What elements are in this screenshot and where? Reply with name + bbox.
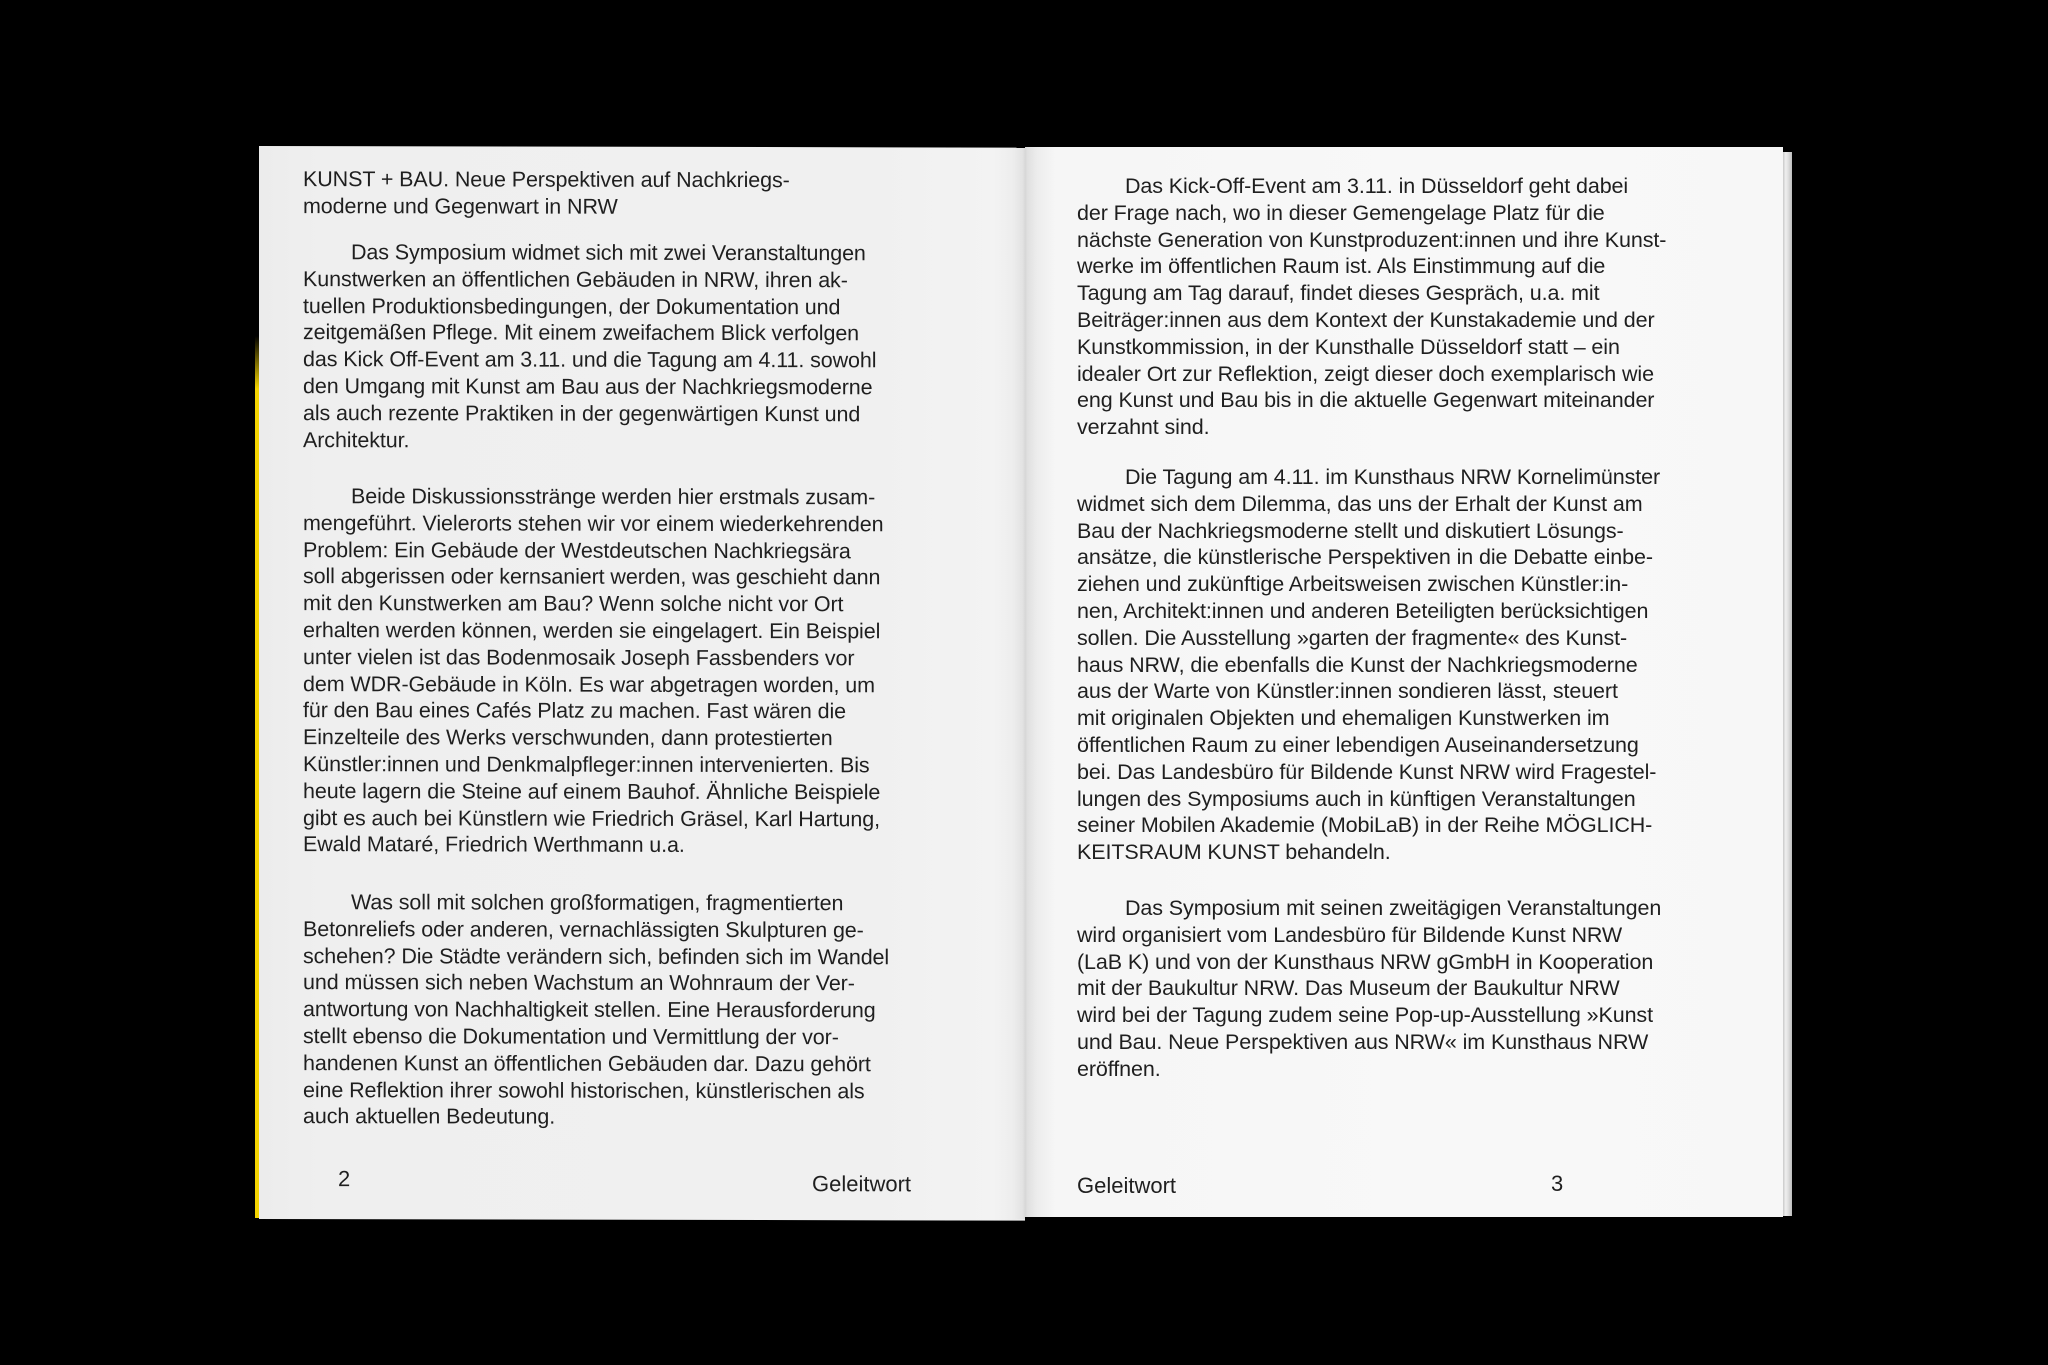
text-line: antwortung von Nachhaltigkeit stellen. Eine Herausforderung bbox=[303, 997, 876, 1023]
text-line: Beide Diskussionsstränge werden hier erstmals zusam- bbox=[351, 484, 876, 510]
paragraph-6 bbox=[1077, 895, 1717, 1083]
text-line: mengeführt. Vielerorts stehen wir vor einem wiederkehrenden bbox=[303, 510, 884, 537]
running-title: Geleitwort bbox=[1077, 1173, 1177, 1198]
paragraph-5 bbox=[1077, 464, 1717, 866]
text-line: öffentlichen Raum zu einer lebendigen Auseinandersetzung bbox=[1077, 732, 1639, 757]
text-line: Architektur. bbox=[303, 427, 410, 452]
page-number: 3 bbox=[1551, 1171, 1564, 1196]
heading-line: KUNST + BAU. Neue Perspektiven auf Nachkriegs- bbox=[303, 167, 790, 193]
text-line: seiner Mobilen Akademie (MobiLaB) in der Reihe MÖGLICH- bbox=[1077, 813, 1653, 838]
text-line: ziehen und zukünftige Arbeitsweisen zwischen Künstler:in- bbox=[1077, 572, 1629, 597]
text-line: Künstler:innen und Denkmalpfleger:innen intervenierten. Bis bbox=[303, 752, 870, 778]
text-line: heute lagern die Steine auf einem Bauhof. Ähnliche Beispiele bbox=[303, 778, 881, 805]
text-line: Betonreliefs oder anderen, vernachlässigten Skulpturen ge- bbox=[303, 916, 864, 943]
text-line: wird bei der Tagung zudem seine Pop-up-Ausstellung »Kunst bbox=[1077, 1003, 1653, 1028]
text-line: Einzelteile des Werks verschwunden, dann protestierten bbox=[303, 725, 833, 751]
text-line: haus NRW, die ebenfalls die Kunst der Nachkriegsmoderne bbox=[1077, 652, 1638, 677]
text-line: ansätze, die künstlerische Perspektiven in die Debatte einbe- bbox=[1077, 545, 1653, 570]
text-line: das Kick Off-Event am 3.11. und die Tagung am 4.11. sowohl bbox=[303, 347, 877, 373]
text-line: Beiträger:innen aus dem Kontext der Kunstakademie und der bbox=[1077, 307, 1655, 332]
text-line: Bau der Nachkriegsmoderne stellt und diskutiert Lösungs- bbox=[1077, 518, 1624, 543]
text-line: widmet sich dem Dilemma, das uns der Erhalt der Kunst am bbox=[1077, 491, 1643, 516]
text-line: als auch rezente Praktiken in der gegenwärtigen Kunst und bbox=[303, 400, 861, 427]
text-line: eröffnen. bbox=[1077, 1056, 1161, 1081]
text-line: erhalten werden können, werden sie eingelagert. Ein Beispiel bbox=[303, 618, 881, 644]
text-line: KEITSRAUM KUNST behandeln. bbox=[1077, 840, 1391, 865]
text-line: Was soll mit solchen großformatigen, fragmentierten bbox=[351, 890, 844, 916]
text-line: Das Kick-Off-Event am 3.11. in Düsseldorf geht dabei bbox=[1125, 174, 1629, 198]
text-line: Problem: Ein Gebäude der Westdeutschen Nachkriegsära bbox=[303, 537, 851, 563]
right-page bbox=[1025, 147, 1783, 1217]
article-heading bbox=[303, 166, 943, 221]
page-stack-edge bbox=[1783, 152, 1792, 1216]
text-line: soll abgerissen oder kernsaniert werden, was geschieht dann bbox=[303, 564, 881, 590]
text-line: Kunstwerken an öffentlichen Gebäuden in NRW, ihren ak- bbox=[303, 266, 848, 293]
text-line: (LaB K) und von der Kunsthaus NRW gGmbH in Kooperation bbox=[1077, 949, 1654, 974]
text-line: nen, Architekt:innen und anderen Beteiligten berücksichtigen bbox=[1077, 598, 1649, 623]
text-line: gibt es auch bei Künstlern wie Friedrich Gräsel, Karl Hartung, bbox=[303, 805, 880, 831]
text-line: eine Reflektion ihrer sowohl historischen, künstlerischen als bbox=[303, 1077, 865, 1103]
text-line: Kunstkommission, in der Kunsthalle Düsseldorf statt – ein bbox=[1077, 334, 1620, 359]
text-line: nächste Generation von Kunstproduzent:innen und ihre Kunst- bbox=[1077, 227, 1667, 252]
text-line: mit der Baukultur NRW. Das Museum der Baukultur NRW bbox=[1077, 976, 1620, 1001]
text-line: mit originalen Objekten und ehemaligen Kunstwerken im bbox=[1077, 706, 1610, 731]
text-line: handenen Kunst an öffentlichen Gebäuden dar. Dazu gehört bbox=[303, 1050, 871, 1077]
text-line: Das Symposium mit seinen zweitägigen Veranstaltungen bbox=[1125, 896, 1662, 920]
text-line: lungen des Symposiums auch in künftigen Veranstaltungen bbox=[1077, 786, 1636, 811]
text-line: den Umgang mit Kunst am Bau aus der Nachkriegsmoderne bbox=[303, 374, 873, 400]
text-line: wird organisiert vom Landesbüro für Bildende Kunst NRW bbox=[1077, 922, 1623, 947]
text-line: für den Bau eines Cafés Platz zu machen. Fast wären die bbox=[303, 698, 847, 724]
paragraph-1 bbox=[303, 239, 943, 455]
text-line: auch aktuellen Bedeutung. bbox=[303, 1104, 556, 1129]
text-line: sollen. Die Ausstellung »garten der fragmente« des Kunst- bbox=[1077, 625, 1628, 650]
text-line: unter vielen ist das Bodenmosaik Joseph Fassbenders vor bbox=[303, 644, 855, 671]
text-line: stellt ebenso die Dokumentation und Vermittlung der vor- bbox=[303, 1024, 839, 1050]
paragraph-3 bbox=[303, 889, 943, 1132]
text-line: Das Symposium widmet sich mit zwei Veranstaltungen bbox=[351, 240, 866, 266]
text-line: und Bau. Neue Perspektiven aus NRW« im Kunsthaus NRW bbox=[1077, 1029, 1649, 1054]
text-line: schehen? Die Städte verändern sich, befinden sich im Wandel bbox=[303, 943, 890, 969]
text-line: Tagung am Tag darauf, findet dieses Gespräch, u.a. mit bbox=[1077, 281, 1600, 306]
text-line: mit den Kunstwerken am Bau? Wenn solche nicht vor Ort bbox=[303, 591, 844, 617]
heading-line: moderne und Gegenwart in NRW bbox=[303, 193, 618, 219]
text-line: verzahnt sind. bbox=[1077, 415, 1210, 440]
text-line: idealer Ort zur Reflektion, zeigt dieser doch exemplarisch wie bbox=[1077, 361, 1654, 386]
text-line: tuellen Produktionsbedingungen, der Dokumentation und bbox=[303, 293, 841, 319]
paragraph-4 bbox=[1077, 173, 1717, 441]
text-line: Die Tagung am 4.11. im Kunsthaus NRW Kornelimünster bbox=[1125, 465, 1661, 489]
page-number: 2 bbox=[338, 1166, 351, 1192]
text-line: und müssen sich neben Wachstum an Wohnraum der Ver- bbox=[303, 970, 855, 996]
text-line: eng Kunst und Bau bis in die aktuelle Gegenwart miteinander bbox=[1077, 388, 1655, 413]
text-line: Ewald Mataré, Friedrich Werthmann u.a. bbox=[303, 832, 685, 858]
text-line: dem WDR-Gebäude in Köln. Es war abgetragen worden, um bbox=[303, 671, 875, 697]
paragraph-2 bbox=[303, 483, 943, 859]
left-page bbox=[259, 146, 1025, 1221]
text-line: aus der Warte von Künstler:innen sondieren lässt, steuert bbox=[1077, 679, 1618, 704]
text-line: zeitgemäßen Pflege. Mit einem zweifachem Blick verfolgen bbox=[303, 320, 860, 346]
running-title: Geleitwort bbox=[812, 1171, 912, 1197]
booklet-spread bbox=[259, 146, 1792, 1219]
text-line: der Frage nach, wo in dieser Gemengelage Platz für die bbox=[1077, 200, 1605, 225]
text-line: werke im öffentlichen Raum ist. Als Einstimmung auf die bbox=[1077, 254, 1606, 279]
text-line: bei. Das Landesbüro für Bildende Kunst NRW wird Fragestel- bbox=[1077, 759, 1657, 784]
